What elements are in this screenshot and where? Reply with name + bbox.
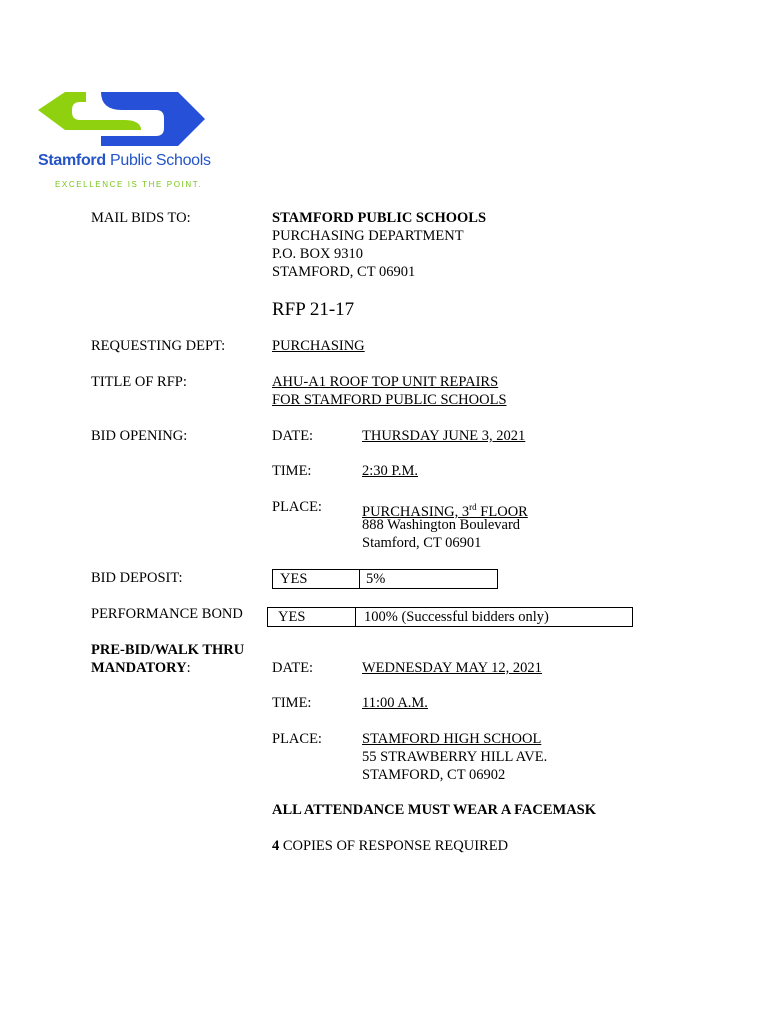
prebid-time-value: 11:00 A.M.: [362, 695, 428, 711]
mail-city: STAMFORD, CT 06901: [272, 264, 416, 280]
prebid-date-value: WEDNESDAY MAY 12, 2021: [362, 660, 542, 676]
prebid-place-line2: 55 STRAWBERRY HILL AVE.: [362, 749, 548, 765]
logo-wordmark: Stamford Public Schools: [38, 152, 211, 169]
logo-tagline: EXCELLENCE IS THE POINT.: [55, 180, 203, 189]
bid-opening-time-value: 2:30 P.M.: [362, 463, 419, 479]
prebid-label-line1: PRE-BID/WALK THRU: [91, 642, 245, 658]
bid-opening-place-line3: Stamford, CT 06901: [362, 535, 482, 551]
bid-deposit-table: [272, 569, 498, 589]
copies-required: 4 COPIES OF RESPONSE REQUIRED: [272, 838, 509, 854]
mail-org: STAMFORD PUBLIC SCHOOLS: [272, 210, 487, 226]
bid-opening-place-line2: 888 Washington Boulevard: [362, 517, 521, 533]
bid-opening-place-label: PLACE:: [272, 499, 322, 515]
rfp-number: RFP 21-17: [272, 299, 355, 320]
bid-deposit-yes: YES: [280, 571, 308, 587]
requesting-dept-value: PURCHASING: [272, 338, 365, 354]
prebid-time-label: TIME:: [272, 695, 312, 711]
performance-bond-divider: [355, 608, 356, 626]
mail-box: P.O. BOX 9310: [272, 246, 364, 262]
prebid-place-label: PLACE:: [272, 731, 322, 747]
bid-opening-date-value: THURSDAY JUNE 3, 2021: [362, 428, 526, 444]
bid-deposit-value: 5%: [366, 571, 386, 587]
mail-bids-label: MAIL BIDS TO:: [91, 210, 191, 226]
stamford-s-logo-icon: [38, 92, 206, 148]
performance-bond-value: 100% (Successful bidders only): [364, 609, 549, 625]
title-rfp-line1: AHU-A1 ROOF TOP UNIT REPAIRS: [272, 374, 499, 390]
prebid-label-line2: MANDATORY:: [91, 660, 191, 676]
performance-bond-label: PERFORMANCE BOND: [91, 606, 243, 622]
prebid-place-line1: STAMFORD HIGH SCHOOL: [362, 731, 542, 747]
bid-opening-place-line1: PURCHASING, 3rd FLOOR: [362, 502, 528, 520]
bid-opening-label: BID OPENING:: [91, 428, 188, 444]
bid-deposit-label: BID DEPOSIT:: [91, 570, 183, 586]
prebid-place-line3: STAMFORD, CT 06902: [362, 767, 506, 783]
title-rfp-line2: FOR STAMFORD PUBLIC SCHOOLS: [272, 392, 507, 408]
performance-bond-yes: YES: [278, 609, 306, 625]
performance-bond-table: [267, 607, 633, 627]
requesting-dept-label: REQUESTING DEPT:: [91, 338, 226, 354]
mail-dept: PURCHASING DEPARTMENT: [272, 228, 464, 244]
title-rfp-label: TITLE OF RFP:: [91, 374, 187, 390]
facemask-notice: ALL ATTENDANCE MUST WEAR A FACEMASK: [272, 802, 597, 818]
bid-opening-date-label: DATE:: [272, 428, 314, 444]
bid-deposit-divider: [359, 570, 360, 588]
prebid-date-label: DATE:: [272, 660, 314, 676]
bid-opening-time-label: TIME:: [272, 463, 312, 479]
